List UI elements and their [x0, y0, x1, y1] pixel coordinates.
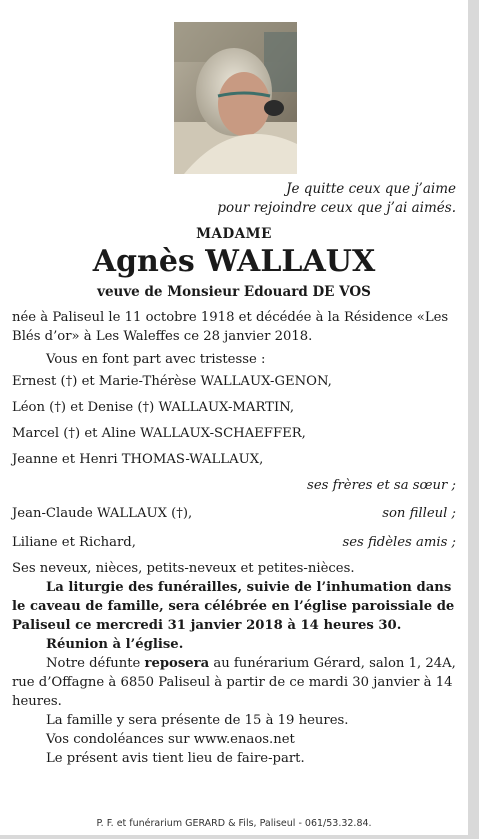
quote-line-2: pour rejoindre ceux que j’ai aimés.: [217, 200, 456, 216]
quote: [217, 180, 456, 218]
notice-text: Le présent avis tient lieu de faire-part.: [46, 751, 305, 766]
honorific: MADAME: [196, 226, 272, 242]
rest-bold: reposera: [144, 656, 210, 671]
quote-line-1: Je quitte ceux que j’aime: [286, 181, 456, 197]
widow-of: veuve de Monsieur Edouard DE VOS: [97, 284, 371, 300]
friends-label: ses fidèles amis ;: [342, 535, 456, 550]
presence-text: La famille y sera présente de 15 à 19 heures.: [46, 713, 349, 728]
siblings-label: ses frères et sa sœur ;: [307, 478, 456, 493]
intro-text: née à Paliseul le 11 octobre 1918 et décédée à la Résidence «Les Blés d’or» à Les Waleffes ce 28 janvier 2018.: [12, 310, 449, 344]
sibling-item: Léon (†) et Denise (†) WALLAUX-MARTIN,: [12, 400, 295, 415]
godson-row: [12, 499, 456, 528]
rest-before: Notre défunte: [46, 656, 145, 671]
announce-text: Vous en font part avec tristesse :: [46, 352, 266, 367]
relatives-text: Ses neveux, nièces, petits-neveux et petites-nièces.: [12, 561, 355, 576]
deceased-name: Agnès WALLAUX: [92, 244, 376, 279]
friends-name: Liliane et Richard,: [12, 535, 136, 550]
siblings-list: [12, 369, 456, 499]
sibling-item: Jeanne et Henri THOMAS-WALLAUX,: [12, 452, 264, 467]
portrait-image: [174, 22, 297, 174]
rest-after: au funérarium Gérard, salon 1, 24A, rue d’Offagne à 6850 Paliseul à partir de ce mardi 30 janvier à 14 heures.: [12, 656, 456, 709]
sibling-item: Marcel (†) et Aline WALLAUX-SCHAEFFER,: [12, 426, 306, 441]
godson-name: Jean-Claude WALLAUX (†),: [12, 506, 193, 521]
meeting-text: Réunion à l’église.: [46, 637, 184, 652]
rest-text: [12, 654, 456, 711]
obituary-body: [12, 308, 456, 768]
condolences-text: Vos condoléances sur www.enaos.net: [46, 732, 295, 747]
portrait-photo: [174, 22, 297, 174]
godson-label: son filleul ;: [382, 506, 456, 521]
liturgy-text: La liturgie des funérailles, suivie de l’inhumation dans le caveau de famille, sera célébrée en l’église paroissiale de Paliseul ce mercredi 31 janvier 2018 à 14 heures 30.: [12, 580, 455, 633]
sibling-item: Ernest (†) et Marie-Thérèse WALLAUX-GENON,: [12, 374, 332, 389]
friends-row: [12, 528, 456, 557]
funeral-home-footer: P. F. et funérarium GERARD & Fils, Paliseul - 061/53.32.84.: [96, 818, 372, 829]
